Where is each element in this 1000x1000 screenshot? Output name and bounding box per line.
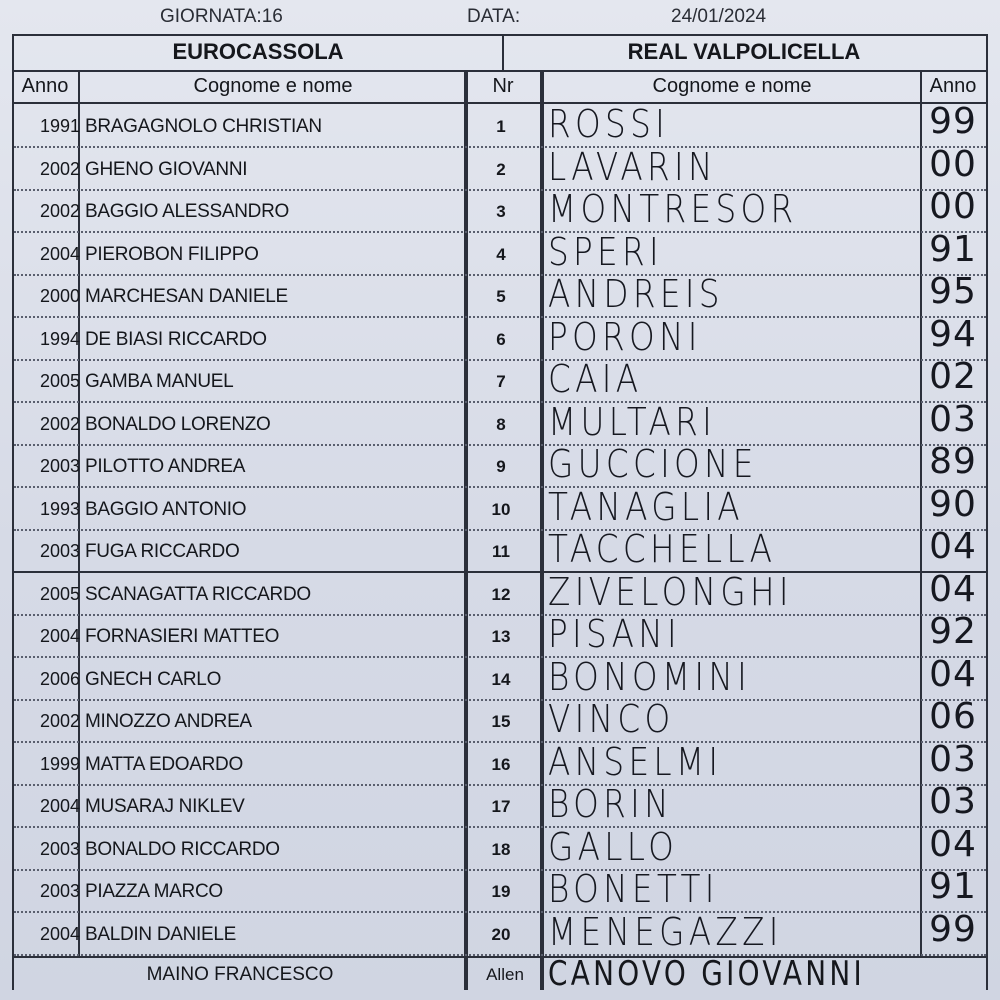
shirt-number: 13 xyxy=(491,627,511,646)
home-player-name: FORNASIERI MATTEO xyxy=(85,626,280,647)
table-row xyxy=(14,271,986,318)
away-player-year: 94 xyxy=(929,313,977,355)
home-player-name: SCANAGATTA RICCARDO xyxy=(85,583,311,605)
away-player-year: 03 xyxy=(929,738,977,780)
home-player-year: 2004 xyxy=(39,923,80,944)
shirt-number: 11 xyxy=(492,542,510,561)
shirt-number: 16 xyxy=(491,754,511,774)
data-label: DATA: xyxy=(467,6,521,27)
away-player-name: ANSELMI xyxy=(548,739,723,784)
home-player-year: 2003 xyxy=(39,881,80,901)
home-player-name: BAGGIO ALESSANDRO xyxy=(85,201,289,222)
home-player-year: 2002 xyxy=(39,201,80,221)
shirt-number: 17 xyxy=(491,797,511,816)
shirt-number: 18 xyxy=(491,839,511,859)
shirt-number: 2 xyxy=(496,159,506,179)
giornata-label: GIORNATA:16 xyxy=(160,6,283,27)
match-date: 24/01/2024 xyxy=(671,6,767,27)
home-player-year: 2003 xyxy=(39,456,80,476)
table-row xyxy=(14,398,986,446)
table-row xyxy=(14,356,986,403)
away-player-name: PORONI xyxy=(548,314,702,359)
col-name-right: Cognome e nome xyxy=(652,75,812,97)
away-player-year: 99 xyxy=(929,908,977,950)
home-player-year: 2003 xyxy=(39,541,80,561)
table-row xyxy=(14,823,986,871)
away-player-name: TACCHELLA xyxy=(548,527,777,571)
shirt-number: 3 xyxy=(496,202,506,221)
away-player-name: LAVARIN xyxy=(548,144,717,189)
home-player-year: 2002 xyxy=(39,158,80,179)
away-player-name: GUCCIONE xyxy=(548,442,758,486)
away-player-year: 95 xyxy=(929,271,977,312)
home-player-year: 2004 xyxy=(39,626,80,646)
home-team-name: EUROCASSOLA xyxy=(172,39,344,64)
home-player-name: MINOZZO ANDREA xyxy=(85,711,252,732)
table-row xyxy=(14,313,986,361)
away-player-year: 02 xyxy=(929,356,977,397)
home-player-year: 2002 xyxy=(39,711,80,731)
home-player-year: 2002 xyxy=(39,413,80,434)
away-player-year: 04 xyxy=(929,823,977,865)
away-player-year: 90 xyxy=(929,483,977,525)
home-player-name: BONALDO LORENZO xyxy=(85,413,271,435)
shirt-number: 15 xyxy=(491,712,511,731)
home-player-name: FUGA RICCARDO xyxy=(85,541,240,562)
away-player-name: MULTARI xyxy=(548,399,717,444)
away-player-name: ROSSI xyxy=(548,102,670,146)
home-player-year: 2004 xyxy=(39,796,80,816)
away-player-name: ZIVELONGHI xyxy=(548,569,793,614)
shirt-number: 4 xyxy=(496,244,506,264)
coach-label: Allen xyxy=(486,965,524,984)
column-header-row xyxy=(14,72,986,104)
shirt-number: 12 xyxy=(491,584,511,604)
home-player-year: 1994 xyxy=(39,328,80,349)
away-player-year: 04 xyxy=(929,653,977,695)
away-player-name: BONETTI xyxy=(548,867,719,911)
away-player-year: 03 xyxy=(929,398,977,440)
away-player-name: MENEGAZZI xyxy=(548,909,783,954)
away-player-year: 00 xyxy=(929,186,977,227)
shirt-number: 20 xyxy=(491,924,511,944)
col-name-left: Cognome e nome xyxy=(193,75,353,97)
home-player-name: MUSARAJ NIKLEV xyxy=(85,796,245,817)
away-player-year: 04 xyxy=(929,526,977,567)
away-player-year: 06 xyxy=(929,696,977,737)
home-player-year: 2005 xyxy=(39,583,80,604)
home-player-year: 2005 xyxy=(39,371,80,391)
away-player-name: PISANI xyxy=(548,612,681,656)
shirt-number: 8 xyxy=(496,414,506,434)
home-player-year: 2004 xyxy=(39,243,80,264)
away-player-year: 91 xyxy=(929,866,977,907)
away-player-year: 92 xyxy=(929,611,977,652)
shirt-number: 1 xyxy=(496,117,506,136)
shirt-number: 6 xyxy=(496,329,506,349)
table-row xyxy=(14,738,986,786)
away-player-year: 91 xyxy=(929,228,977,270)
table-row xyxy=(14,866,986,913)
away-player-year: 03 xyxy=(929,781,977,822)
col-nr: Nr xyxy=(492,75,514,97)
away-player-name: GALLO xyxy=(548,824,679,869)
table-row xyxy=(14,653,986,701)
away-player-name: CAIA xyxy=(548,357,643,401)
shirt-number: 5 xyxy=(496,287,506,306)
shirt-number: 10 xyxy=(491,499,511,519)
home-player-name: BRAGAGNOLO CHRISTIAN xyxy=(85,116,322,137)
home-player-name: GAMBA MANUEL xyxy=(85,371,234,392)
home-player-year: 2006 xyxy=(39,668,80,689)
away-player-year: 04 xyxy=(929,568,977,610)
home-player-name: PIEROBON FILIPPO xyxy=(85,243,259,265)
match-info-bar xyxy=(0,0,1000,34)
away-player-name: SPERI xyxy=(548,229,663,274)
table-row xyxy=(14,186,986,233)
home-player-name: GHENO GIOVANNI xyxy=(85,158,248,180)
home-player-name: DE BIASI RICCARDO xyxy=(85,328,267,350)
table-row xyxy=(14,101,986,148)
table-row xyxy=(14,143,986,191)
home-player-year: 1999 xyxy=(39,753,80,774)
lineup-table xyxy=(12,34,988,994)
home-player-year: 2003 xyxy=(39,838,80,859)
home-player-name: PILOTTO ANDREA xyxy=(85,456,246,477)
away-coach-name: CANOVO GIOVANNI xyxy=(548,954,866,994)
away-player-name: MONTRESOR xyxy=(548,187,798,231)
table-row xyxy=(14,483,986,531)
table-row xyxy=(14,568,986,616)
col-anno-left: Anno xyxy=(21,75,69,97)
home-player-year: 1993 xyxy=(39,498,80,519)
home-player-name: GNECH CARLO xyxy=(85,668,222,690)
home-player-name: PIAZZA MARCO xyxy=(85,881,223,902)
home-player-name: BAGGIO ANTONIO xyxy=(85,498,247,520)
away-player-year: 00 xyxy=(929,143,977,185)
shirt-number: 7 xyxy=(496,372,506,391)
away-player-name: VINCO xyxy=(548,697,675,741)
away-player-name: BONOMINI xyxy=(548,654,752,699)
table-row xyxy=(14,441,986,488)
away-player-name: BORIN xyxy=(548,782,673,826)
home-player-year: 2000 xyxy=(39,286,80,306)
away-player-name: ANDREIS xyxy=(548,272,724,316)
col-anno-right: Anno xyxy=(929,75,977,97)
home-player-name: BONALDO RICCARDO xyxy=(85,838,280,860)
home-coach-name: MAINO FRANCESCO xyxy=(146,964,334,985)
shirt-number: 9 xyxy=(496,457,506,476)
table-row xyxy=(14,228,986,276)
away-player-year: 89 xyxy=(929,441,977,482)
table-row xyxy=(14,611,986,658)
home-player-name: MATTA EDOARDO xyxy=(85,753,243,775)
away-player-name: TANAGLIA xyxy=(548,484,744,529)
table-row xyxy=(14,781,986,828)
table-row xyxy=(14,908,986,956)
away-team-name: REAL VALPOLICELLA xyxy=(627,39,861,64)
away-player-year: 99 xyxy=(929,101,977,142)
home-player-name: MARCHESAN DANIELE xyxy=(85,286,288,307)
home-player-name: BALDIN DANIELE xyxy=(85,923,237,945)
table-row xyxy=(14,696,986,743)
shirt-number: 14 xyxy=(491,669,511,689)
home-player-year: 1991 xyxy=(39,116,80,136)
coach-row xyxy=(14,956,986,992)
teams-row xyxy=(14,34,986,72)
table-row xyxy=(14,526,986,573)
shirt-number: 19 xyxy=(491,882,511,901)
